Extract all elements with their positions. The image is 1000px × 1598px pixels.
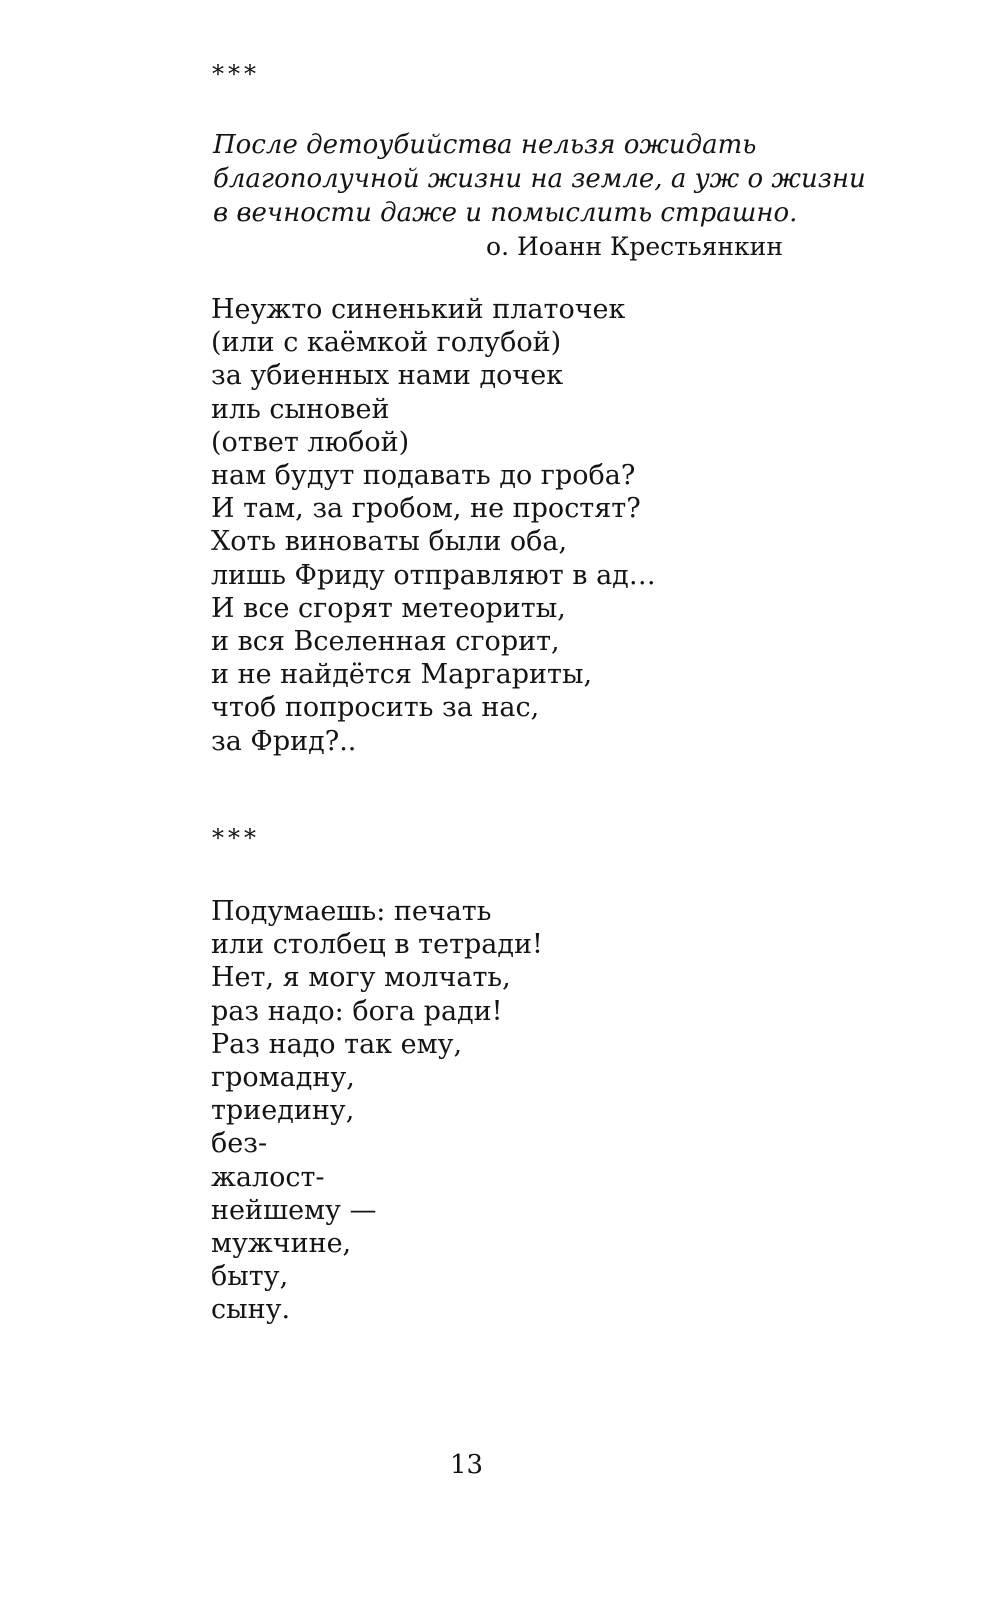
- poem-line: И там, за гробом, не простят?: [211, 493, 641, 525]
- poem-line: жалост-: [211, 1161, 325, 1193]
- poem-line: за убиенных нами дочек: [211, 360, 564, 392]
- poem-line: И все сгорят метеориты,: [211, 592, 566, 624]
- poem-line: иль сыновей: [211, 393, 390, 425]
- epigraph-author: о. Иоанн Крестьянкин: [486, 232, 783, 261]
- poem-line: или столбец в тетради!: [211, 929, 543, 961]
- poem-line: (или с каёмкой голубой): [211, 327, 562, 359]
- epigraph: [213, 128, 866, 264]
- poem-line: нейшему —: [211, 1194, 377, 1226]
- poem-line: (ответ любой): [211, 426, 410, 458]
- poem-line: нам будут подавать до гроба?: [211, 460, 636, 492]
- section-separator: ***: [212, 824, 260, 852]
- poem-line: Раз надо так ему,: [211, 1028, 463, 1060]
- poem-line: Хоть виноваты были оба,: [211, 526, 568, 558]
- epigraph-line: После детоубийства нельзя ожидать: [213, 130, 757, 160]
- poem-1: [211, 293, 656, 758]
- poem-line: и вся Вселенная сгорит,: [211, 626, 560, 658]
- section-separator: ***: [212, 60, 260, 88]
- epigraph-line: благополучной жизни на земле, а уж о жизни: [213, 164, 866, 194]
- poem-line: раз надо: бога ради!: [211, 995, 503, 1027]
- poem-line: и не найдётся Маргариты,: [211, 659, 593, 691]
- poem-line: без-: [211, 1128, 268, 1160]
- poem-line: Нет, я могу молчать,: [211, 962, 511, 994]
- poem-line: громадну,: [211, 1062, 355, 1094]
- poem-line: за Фрид?..: [211, 725, 357, 757]
- poem-line: Подумаешь: печать: [211, 896, 492, 927]
- poem-line: сыну.: [211, 1294, 291, 1326]
- poem-line: триедину,: [211, 1095, 355, 1127]
- poem-2: [211, 895, 543, 1327]
- poem-line: чтоб попросить за нас,: [211, 692, 540, 724]
- epigraph-line: в вечности даже и помыслить страшно.: [213, 198, 798, 228]
- poem-line: быту,: [211, 1261, 289, 1293]
- poem-line: Неужто синенький платочек: [211, 294, 626, 325]
- poem-line: лишь Фриду отправляют в ад…: [211, 559, 656, 591]
- page-number: 13: [449, 1450, 484, 1480]
- poem-line: мужчине,: [211, 1228, 352, 1260]
